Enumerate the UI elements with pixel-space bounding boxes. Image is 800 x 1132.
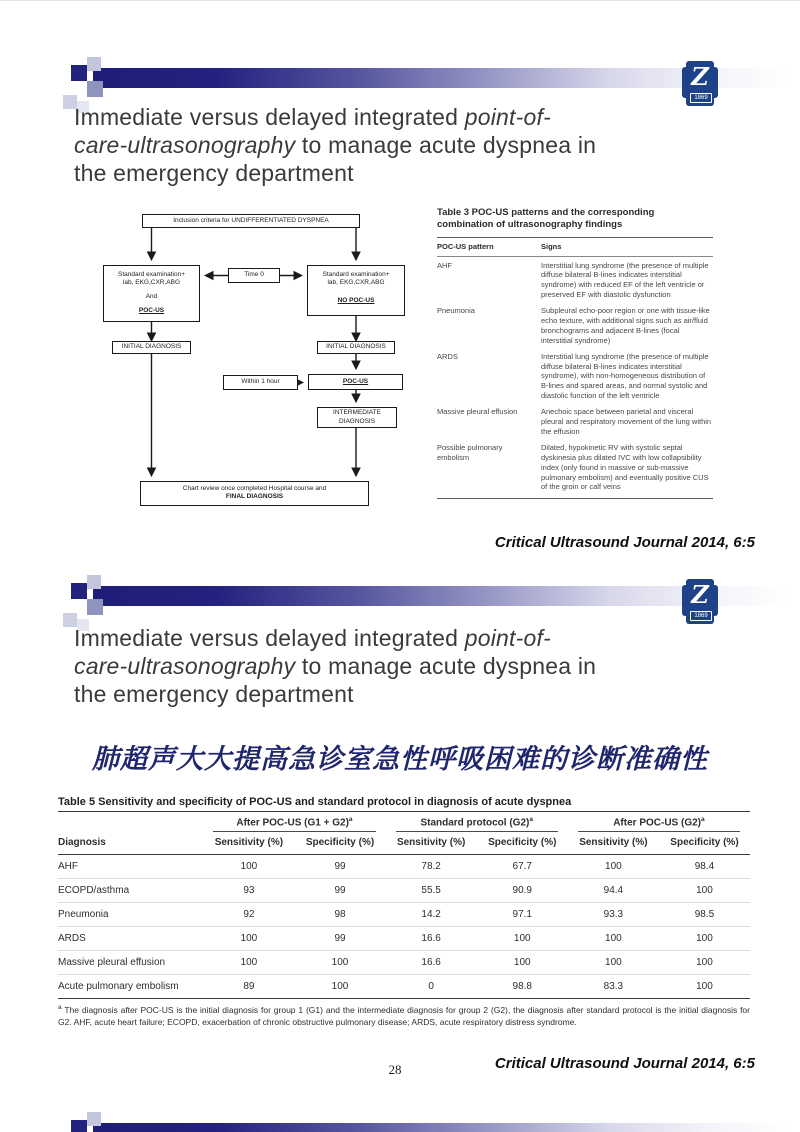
title-text: the emergency department xyxy=(74,681,354,707)
box-label: Chart review once completed Hospital course and xyxy=(182,485,327,492)
title-line-1 xyxy=(74,624,596,652)
cell: 98 xyxy=(294,903,385,927)
box-label: POC-US xyxy=(342,377,369,385)
cell: 100 xyxy=(659,927,750,951)
table3-header xyxy=(437,237,713,257)
col-header: Sensitivity (%) xyxy=(568,832,659,855)
table-row xyxy=(437,348,713,403)
box-label: FINAL DIAGNOSIS xyxy=(225,493,284,501)
box-inclusion xyxy=(142,214,360,228)
box-standard-pocus xyxy=(103,265,200,322)
box-label: INTERMEDIATE DIAGNOSIS xyxy=(333,409,381,425)
table3-body xyxy=(437,257,713,500)
title-line-1 xyxy=(74,103,596,131)
box-intermediate-diagnosis xyxy=(317,407,397,428)
title-text: to manage acute dyspnea in xyxy=(295,653,597,679)
slide-2 xyxy=(0,563,800,1132)
table5-footnote xyxy=(58,1003,750,1029)
cell: Anechoic space between parietal and visceral pleural and respiratory movement of the lung within the effusion xyxy=(541,407,712,436)
cell: 100 xyxy=(659,951,750,975)
z-logo xyxy=(682,579,718,624)
cell: AHF xyxy=(58,861,78,873)
table-row xyxy=(58,879,750,903)
group-label: Standard protocol (G2) xyxy=(420,817,530,829)
cell: 98.8 xyxy=(477,975,568,999)
bottom-partial-bar xyxy=(0,1111,800,1132)
table3 xyxy=(437,207,713,499)
table-row xyxy=(437,403,713,439)
deco-square xyxy=(87,81,103,97)
box-label: And xyxy=(145,293,158,301)
flowchart-arrows xyxy=(95,209,440,511)
cell: 89 xyxy=(203,975,294,999)
box-label: Within 1 hour xyxy=(241,378,280,386)
col-header: Sensitivity (%) xyxy=(203,832,294,855)
z-logo-letter: Z xyxy=(691,580,709,609)
cell: 92 xyxy=(203,903,294,927)
col-header: Specificity (%) xyxy=(477,832,568,855)
footnote-marker: a xyxy=(58,1004,62,1012)
cell: 99 xyxy=(334,861,346,873)
cell: 99 xyxy=(294,927,385,951)
box-label: INITIAL DIAGNOSIS xyxy=(326,343,386,351)
table-row xyxy=(58,951,750,975)
cell: Dilated, hypokinetic RV with systolic septal dyskinesia plus dilated IVC with low collapsibility index (only found in massive or sub-massive pulmonary embolism) and eventually positive CUS of the groin or calf veins xyxy=(541,442,709,492)
table3-col-header: Signs xyxy=(541,241,562,251)
title-line-2 xyxy=(74,131,596,159)
z-logo-year: 1869 xyxy=(690,611,712,621)
cell: 90.9 xyxy=(477,879,568,903)
cell: Massive pleural effusion xyxy=(437,407,518,417)
cell: Acute pulmonary embolism xyxy=(58,975,203,999)
cell: 100 xyxy=(659,975,750,999)
box-label: lab, EKG,CXR,ABG xyxy=(122,279,181,287)
z-logo-letter: Z xyxy=(691,62,709,91)
box-label: POC-US xyxy=(138,307,165,315)
table-row xyxy=(58,903,750,927)
footnote-marker: a xyxy=(529,816,533,823)
cell: 93 xyxy=(203,879,294,903)
cell: 100 xyxy=(240,861,258,873)
cell: 97.1 xyxy=(477,903,568,927)
table-row xyxy=(437,439,713,494)
flowchart xyxy=(95,209,440,511)
cell: Possible pulmonary embolism xyxy=(437,442,503,462)
cell: 16.6 xyxy=(386,927,477,951)
cell: 98.5 xyxy=(659,903,750,927)
title-text: the emergency department xyxy=(74,160,354,186)
table5-group-header xyxy=(58,812,750,833)
deco-square xyxy=(71,1120,87,1132)
box-within-1-hour xyxy=(223,375,298,390)
col-header: Diagnosis xyxy=(58,832,203,855)
table-row xyxy=(58,927,750,951)
headline-chinese: 肺超声大大提高急诊室急性呼吸困难的诊断准确性 xyxy=(92,744,708,774)
title-line-3 xyxy=(74,159,596,187)
table5-grid xyxy=(58,811,750,999)
cell: 55.5 xyxy=(386,879,477,903)
cell: 16.6 xyxy=(386,951,477,975)
z-logo-year: 1869 xyxy=(690,93,712,103)
table5-subheader xyxy=(58,832,750,855)
cell: Interstitial lung syndrome (the presence of multiple diffuse bilateral B-lines indicates interstitial syndrome) with reduced EF of the left ventricle or preserved EF with diastolic dysfunction xyxy=(541,260,709,300)
table5 xyxy=(58,796,750,1029)
group-cell xyxy=(568,812,750,833)
deco-square xyxy=(87,575,101,589)
footnote-marker: a xyxy=(701,816,705,823)
box-initial-diagnosis-left xyxy=(112,341,191,354)
cell: 100 xyxy=(203,927,294,951)
deco-square xyxy=(87,599,103,615)
slide-1 xyxy=(0,1,800,563)
cell: Pneumonia xyxy=(58,903,203,927)
group-label: After POC-US (G2) xyxy=(613,817,701,829)
table-row xyxy=(437,302,713,348)
cell: 83.3 xyxy=(568,975,659,999)
table-row xyxy=(58,855,750,879)
title-line-2 xyxy=(74,652,596,680)
group-cell xyxy=(203,812,385,833)
page-number: 28 xyxy=(388,1062,402,1077)
cell: 100 xyxy=(605,861,622,873)
box-label: Standard examination+ xyxy=(322,271,390,278)
cell: 78.2 xyxy=(421,861,441,873)
col-header: Specificity (%) xyxy=(294,832,385,855)
title-line-3 xyxy=(74,680,596,708)
deco-square xyxy=(71,583,87,599)
title-text-italic: care-ultrasonography xyxy=(74,653,296,679)
cell: Subpleural echo-poor region or one with tissue-like echo texture, with additional signs such as air/fluid bronchograms and adjacent B-lines (focal interstitial syndrome) xyxy=(541,306,710,345)
table3-col-header: POC-US pattern xyxy=(437,241,494,251)
cell: ECOPD/asthma xyxy=(58,879,203,903)
cell: Pneumonia xyxy=(437,306,475,316)
cell: AHF xyxy=(437,260,452,270)
deco-square xyxy=(87,1112,101,1126)
cell: Interstitial lung syndrome (the presence of multiple diffuse bilateral B-lines indicates interstitial syndrome), with non-homogeneous distribution of B-lines and spared areas, and normal systolic and diastolic function of the left ventricle xyxy=(541,351,709,401)
deco-square xyxy=(71,65,87,81)
citation: Critical Ultrasound Journal 2014, 6:5 xyxy=(494,1055,755,1072)
citation: Critical Ultrasound Journal 2014, 6:5 xyxy=(494,534,755,551)
col-header: Specificity (%) xyxy=(659,832,750,855)
cell: 94.4 xyxy=(568,879,659,903)
deco-square xyxy=(87,57,101,71)
box-label: Standard examination+ xyxy=(117,271,186,278)
table-row xyxy=(437,257,713,303)
cell: 0 xyxy=(386,975,477,999)
group-cell xyxy=(386,812,568,833)
cell: 98.4 xyxy=(694,861,715,873)
col-header: Sensitivity (%) xyxy=(386,832,477,855)
slide-title xyxy=(74,624,596,708)
footnote-text: The diagnosis after POC-US is the initial diagnosis for group 1 (G1) and the intermediate diagnosis for group 2 (G2), the diagnosis after standard protocol is the initial diagnosis for G2. AHF, acute heart failure; ECOPD, exacerbation of chronic obstructive pulmonary disease; ARDS, acute respiratory distress syndrome. xyxy=(58,1005,750,1028)
box-initial-diagnosis-right xyxy=(317,341,395,354)
cell: 100 xyxy=(294,975,385,999)
cell: 100 xyxy=(659,879,750,903)
cell: 14.2 xyxy=(386,903,477,927)
cell: 100 xyxy=(568,927,659,951)
box-final-diagnosis xyxy=(140,481,369,506)
box-time0 xyxy=(228,268,280,283)
box-label: lab, EKG,CXR,ABG xyxy=(327,279,385,287)
title-text: Immediate versus delayed integrated xyxy=(74,625,465,651)
cell: 100 xyxy=(568,951,659,975)
group-label: After POC-US (G1 + G2) xyxy=(236,817,349,829)
box-label: NO POC-US xyxy=(337,297,375,305)
title-text-italic: point-of- xyxy=(464,104,551,130)
z-logo xyxy=(682,61,718,106)
cell: Massive pleural effusion xyxy=(58,951,203,975)
box-pocus xyxy=(308,374,403,390)
cell: 99 xyxy=(294,879,385,903)
cell: 100 xyxy=(203,951,294,975)
title-text: Immediate versus delayed integrated xyxy=(74,104,465,130)
cell: ARDS xyxy=(58,927,203,951)
slide-title xyxy=(74,103,596,187)
group-spacer xyxy=(58,812,203,833)
box-label: INITIAL DIAGNOSIS xyxy=(121,343,182,351)
table3-title: Table 3 POC-US patterns and the corresponding combination of ultrasonography findings xyxy=(437,207,655,231)
table5-title: Table 5 Sensitivity and specificity of POC-US and standard protocol in diagnosis of acute dyspnea xyxy=(58,796,572,808)
cell: 100 xyxy=(477,951,568,975)
cell: 100 xyxy=(477,927,568,951)
box-standard-no-pocus xyxy=(307,265,405,316)
table-row xyxy=(58,975,750,999)
box-label: Inclusion criteria for UNDIFFERENTIATED DYSPNEA xyxy=(173,216,329,224)
cell: 100 xyxy=(294,951,385,975)
cell: ARDS xyxy=(437,351,458,361)
footnote-marker: a xyxy=(348,816,353,823)
title-text-italic: care-ultrasonography xyxy=(74,132,296,158)
cell: 93.3 xyxy=(568,903,659,927)
title-text-italic: point-of- xyxy=(464,625,551,651)
cell: 67.7 xyxy=(512,861,532,873)
title-text: to manage acute dyspnea in xyxy=(295,132,597,158)
box-label: Time 0 xyxy=(244,271,264,279)
